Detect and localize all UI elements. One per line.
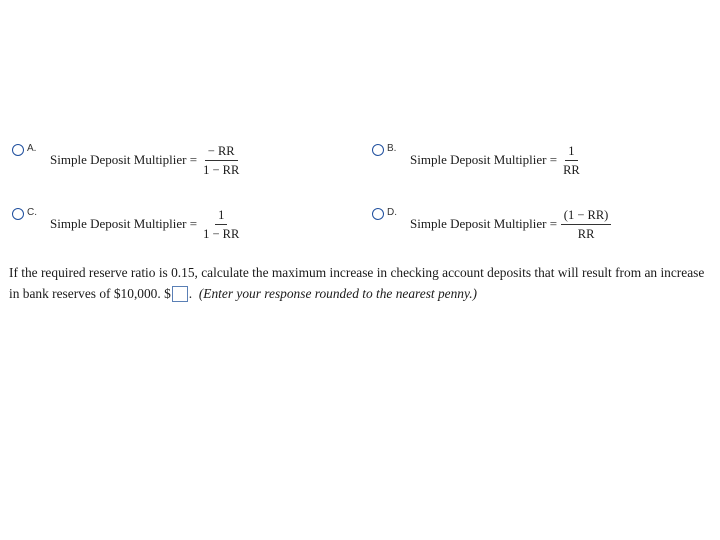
option-c-label: Simple Deposit Multiplier =	[50, 216, 198, 231]
option-b[interactable]	[372, 140, 712, 188]
option-b-letter: B.	[387, 143, 397, 154]
question-text	[9, 262, 714, 304]
option-c-numerator: 1	[215, 208, 227, 225]
option-c[interactable]	[12, 204, 352, 252]
option-a-fraction	[200, 144, 242, 177]
option-d-denominator: RR	[577, 226, 595, 241]
option-d-letter: D.	[387, 207, 397, 218]
option-b-denominator: RR	[563, 162, 580, 177]
option-d-label: Simple Deposit Multiplier =	[410, 216, 558, 231]
option-a-denominator: 1 − RR	[203, 162, 240, 177]
option-a-formula	[50, 140, 242, 180]
option-a-radio[interactable]	[12, 144, 24, 156]
option-b-label: Simple Deposit Multiplier =	[410, 152, 558, 167]
option-a-label: Simple Deposit Multiplier =	[50, 152, 198, 167]
question-hint: (Enter your response rounded to the nearest penny.)	[198, 286, 478, 301]
option-c-letter: C.	[27, 207, 37, 218]
question-prompt: If the required reserve ratio is 0.15, calculate the maximum increase in checking account deposits that will result from an increase in bank reserves of $10,000. $	[9, 265, 705, 301]
option-b-radio[interactable]	[372, 144, 384, 156]
option-c-fraction	[200, 208, 242, 241]
option-c-denominator: 1 − RR	[203, 226, 240, 241]
option-a[interactable]	[12, 140, 352, 188]
option-a-letter: A.	[27, 143, 37, 154]
option-c-radio[interactable]	[12, 208, 24, 220]
option-b-fraction	[560, 144, 583, 177]
option-c-formula	[50, 204, 242, 244]
option-d-fraction	[560, 208, 612, 241]
option-d-numerator: (1 − RR)	[561, 208, 612, 225]
question-period: .	[188, 286, 193, 301]
option-d-radio[interactable]	[372, 208, 384, 220]
option-a-numerator: − RR	[205, 144, 238, 161]
option-b-formula	[410, 140, 583, 180]
answer-input[interactable]	[172, 286, 188, 302]
option-b-numerator: 1	[565, 144, 577, 161]
option-d-formula	[410, 204, 612, 244]
option-d[interactable]	[372, 204, 712, 252]
